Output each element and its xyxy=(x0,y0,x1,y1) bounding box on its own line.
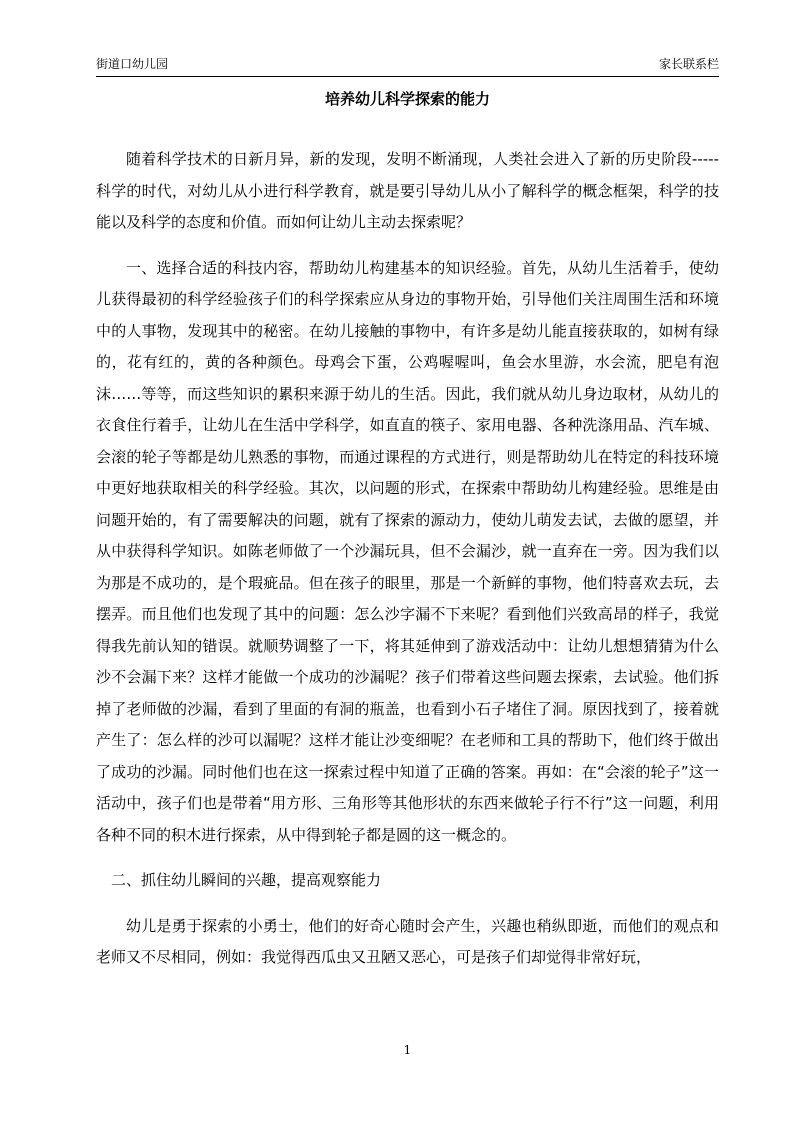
paragraph-intro: 随着科学技术的日新月异，新的发现，发明不断涌现，人类社会进入了新的历史阶段-----科学的时代，对幼儿从小进行科学教育，就是要引导幼儿从小了解科学的概念框架，科学的技能以及科学的态度和价值。而如何让幼儿主动去探索呢？ xyxy=(96,150,719,231)
page-number: 1 xyxy=(403,1043,412,1057)
paragraph-section-two: 幼儿是勇于探索的小勇士，他们的好奇心随时会产生，兴趣也稍纵即逝，而他们的观点和老师又不尽相同，例如：我觉得西瓜虫又丑陋又恶心，可是孩子们却觉得非常好玩， xyxy=(96,916,719,966)
section-heading-two: 二、抓住幼儿瞬间的兴趣，提高观察能力 xyxy=(111,871,382,889)
page-header xyxy=(96,56,719,77)
document-body xyxy=(96,144,719,974)
document-title: 培养幼儿科学探索的能力 xyxy=(324,90,490,108)
header-school-name: 街道口幼儿园 xyxy=(96,57,169,71)
header-column-name: 家长联系栏 xyxy=(658,57,719,71)
paragraph-section-one: 一、选择合适的科技内容，帮助幼儿构建基本的知识经验。首先，从幼儿生活着手，使幼儿获得最初的科学经验孩子们的科学探索应从身边的事物开始，引导他们关注周围生活和环境中的人事物，发现其中的秘密。在幼儿接触的事物中，有许多是幼儿能直接获取的，如树有绿的，花有红的，黄的各种颜色。母鸡会下蛋，公鸡喔喔叫，鱼会水里游，水会流，肥皂有泡沫……等等，而这些知识的累积来源于幼儿的生活。因此，我们就从幼儿身边取材，从幼儿的衣食住行着手，让幼儿在生活中学科学，如直直的筷子、家用电器、各种洗涤用品、汽车城、会滚的轮子等都是幼儿熟悉的事物，而通过课程的方式进行，则是帮助幼儿在特定的科技环境中更好地获取相关的科学经验。其次，以问题的形式，在探索中帮助幼儿构建经验。思维是由问题开始的，有了需要解决的问题，就有了探索的源动力，使幼儿萌发去试，去做的愿望，并从中获得科学知识。如陈老师做了一个沙漏玩具，但不会漏沙，就一直弃在一旁。因为我们以为那是不成功的，是个瑕疵品。但在孩子的眼里，那是一个新鲜的事物，他们特喜欢去玩，去摆弄。而且他们也发现了其中的问题：怎么沙字漏不下来呢？看到他们兴致高昂的样子，我觉得我先前认知的错误。就顺势调整了一下，将其延伸到了游戏活动中：让幼儿想想猜猜为什么沙不会漏下来？这样才能做一个成功的沙漏呢？孩子们带着这些问题去探索，去试验。他们拆掉了老师做的沙漏，看到了里面的有洞的瓶盖，也看到小石子堵住了洞。原因找到了，接着就产生了：怎么样的沙可以漏呢？这样才能让沙变细呢？在老师和工具的帮助下，他们终于做出了成功的沙漏。同时他们也在这一探索过程中知道了正确的答案。再如：在“会滚的轮子”这一活动中，孩子们也是带着“用方形、三角形等其他形状的东西来做轮子行不行”这一问题，利用各种不同的积木进行探索，从中得到轮子都是圆的这一概念的。 xyxy=(96,258,719,844)
